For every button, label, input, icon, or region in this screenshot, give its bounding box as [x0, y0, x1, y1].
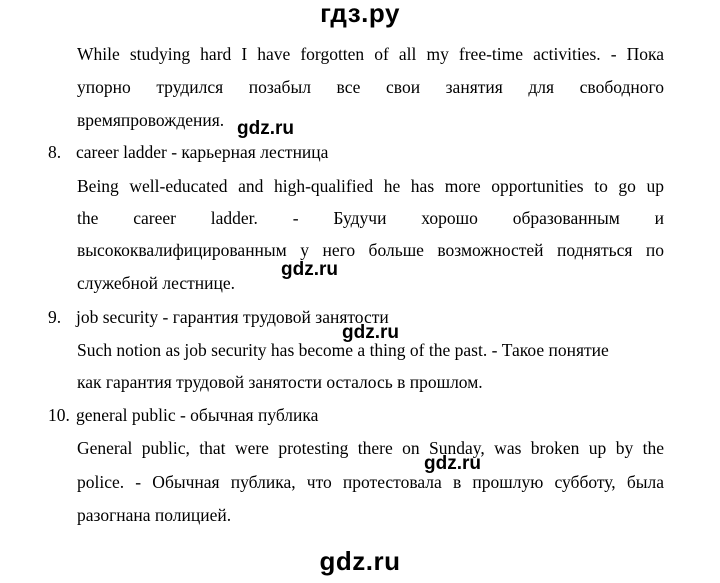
watermark: gdz.ru [424, 453, 481, 474]
intro-line-2: упорно трудился позабыл все свои занятия для свободного [77, 77, 664, 97]
entry-term-career-ladder [48, 140, 328, 164]
entry-term-general-public [48, 403, 318, 427]
entry-10-line-3: разогнана полицией. [77, 505, 232, 525]
intro-line-1: While studying hard I have forgotten of all my free-time activities. - Пока [77, 44, 664, 64]
watermark: gdz.ru [342, 322, 399, 343]
entry-9-line-2: как гарантия трудовой занятости осталось в прошлом. [77, 372, 483, 392]
entry-8-line-4: служебной лестнице. [77, 273, 235, 293]
entry-10-line-1: General public, that were protesting there on Sunday, was broken up by the [77, 438, 664, 458]
entry-term: general public - обычная публика [76, 405, 319, 425]
watermark: gdz.ru [281, 259, 338, 280]
entry-number: 10. [48, 405, 70, 425]
site-footer-title: gdz.ru [319, 546, 401, 576]
entry-8-line-1: Being well-educated and high-qualified he has more opportunities to go up [77, 176, 664, 196]
entry-number: 9. [48, 307, 62, 327]
entry-8-line-2: the career ladder. - Будучи хорошо образованным и [77, 208, 664, 228]
entry-8-line-3: высококвалифицированным у него больше возможностей подняться по [77, 240, 664, 260]
entry-10-line-2: police. - Обычная публика, что протестовала в прошлую субботу, была [77, 472, 664, 492]
entry-term: career ladder - карьерная лестница [76, 142, 329, 162]
intro-line-3: времяпровождения. [77, 110, 225, 130]
entry-term-job-security [48, 305, 389, 329]
site-header-title: гдз.ру [320, 0, 400, 28]
entry-number: 8. [48, 142, 62, 162]
entry-9-line-1: Such notion as job security has become a thing of the past. - Такое понятие [77, 340, 609, 360]
watermark: gdz.ru [237, 118, 294, 139]
entry-term: job security - гарантия трудовой занятости [76, 307, 389, 327]
